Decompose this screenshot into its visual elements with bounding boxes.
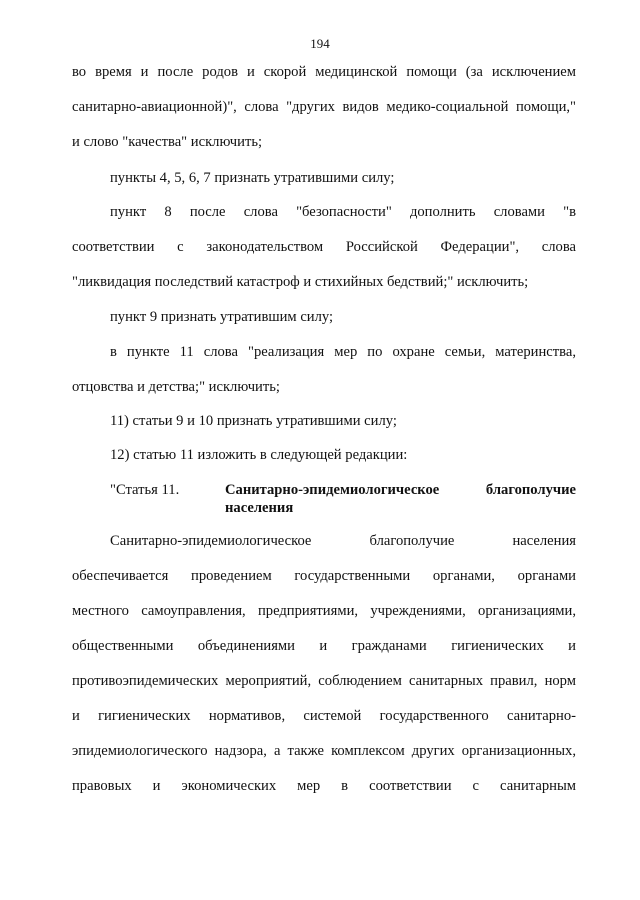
text-line-2: санитарно-авиационной)", слова "других видов медико-социальной помощи,"	[72, 99, 576, 115]
body-line-5: противоэпидемических мероприятий, соблюдением санитарных правил, норм	[72, 673, 576, 689]
text-line-7: "ликвидация последствий катастроф и стихийных бедствий;" исключить;	[72, 274, 529, 290]
body-line-7: эпидемиологического надзора, а также комплексом других организационных,	[72, 743, 576, 759]
body-line-2: обеспечивается проведением государственными органами, органами	[72, 568, 576, 584]
text-line-4: пункты 4, 5, 6, 7 признать утратившими силу;	[110, 170, 395, 186]
body-line-4: общественными объединениями и гражданами гигиенических и	[72, 638, 576, 654]
text-line-10: отцовства и детства;" исключить;	[72, 379, 280, 395]
text-line-6: соответствии с законодательством Российской Федерации", слова	[72, 239, 576, 255]
article-label: "Статья 11.	[110, 482, 180, 498]
text-line-9: в пункте 11 слова "реализация мер по охране семьи, материнства,	[110, 344, 576, 360]
text-line-5: пункт 8 после слова "безопасности" дополнить словами "в	[110, 204, 576, 220]
article-title	[225, 481, 576, 517]
text-line-1: во время и после родов и скорой медицинской помощи (за исключением	[72, 64, 576, 80]
page-number: 194	[310, 36, 330, 51]
body-line-6: и гигиенических нормативов, системой государственного санитарно-	[72, 708, 576, 724]
text-line-8: пункт 9 признать утратившим силу;	[110, 309, 334, 325]
text-line-12: 12) статью 11 изложить в следующей редакции:	[110, 447, 408, 463]
body-line-8: правовых и экономических мер в соответствии с санитарным	[72, 778, 576, 794]
body-line-1: Санитарно-эпидемиологическое благополучие населения	[110, 533, 576, 549]
body-line-3: местного самоуправления, предприятиями, учреждениями, организациями,	[72, 603, 576, 619]
text-line-3: и слово "качества" исключить;	[72, 134, 263, 150]
text-line-11: 11) статьи 9 и 10 признать утратившими силу;	[110, 413, 397, 429]
article-title-line-2: населения	[225, 500, 294, 516]
article-title-line-1: Санитарно-эпидемиологическое благополучие	[225, 482, 576, 498]
